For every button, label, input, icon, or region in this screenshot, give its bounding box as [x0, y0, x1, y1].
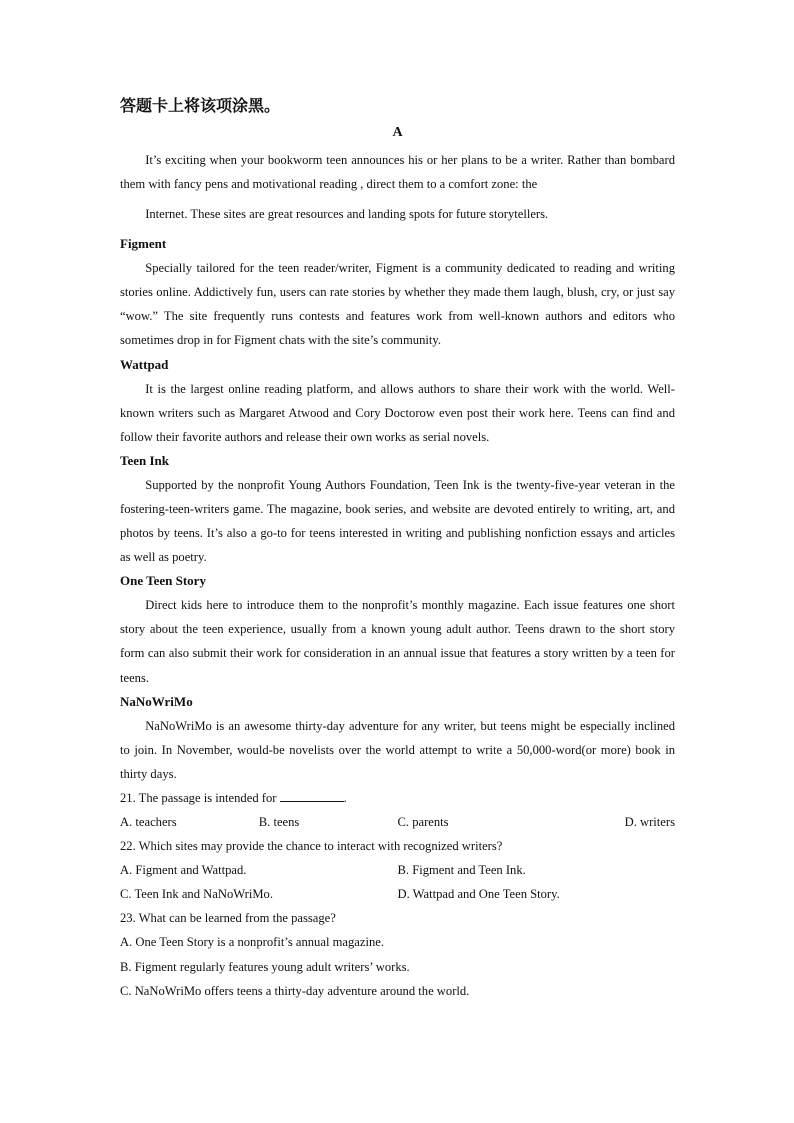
instruction-heading: 答题卡上将该项涂黑。 — [120, 96, 281, 115]
question-23-stem: 23. What can be learned from the passage? — [120, 911, 336, 926]
site-text-wattpad: It is the largest online reading platform, and allows authors to share their work with the world. Well-known writers such as Margaret Atwood and Cory Doctorow even post their work here. Teens can find and follow their favorite authors and release their own works as serial novels. — [120, 381, 675, 444]
option-23-c: C. NaNoWriMo offers teens a thirty-day adventure around the world. — [120, 983, 470, 998]
site-text-nanowrimo: NaNoWriMo is an awesome thirty-day adventure for any writer, but teens might be especially inclined to join. In November, would-be novelists over the world attempt to write a 50,000-word(or more) book in thirty days. — [120, 718, 675, 781]
site-text-figment: Specially tailored for the teen reader/writer, Figment is a community dedicated to reading and writing stories online. Addictively fun, users can rate stories by whether they made them laugh, blush, cry, or just say “wow.” The site frequently runs contests and features work from well-known authors and editors who sometimes drop in for Figment chats with the site’s community. — [120, 261, 675, 348]
question-21-options — [120, 810, 675, 834]
document-page — [120, 92, 675, 1003]
section-title: A — [392, 125, 403, 140]
question-22-options-row-1 — [120, 858, 675, 882]
site-name-wattpad: Wattpad — [120, 356, 169, 372]
option-23-b: B. Figment regularly features young adult writers’ works. — [120, 959, 410, 974]
option-21-d: D. writers — [624, 814, 675, 829]
site-name-nanowrimo: NaNoWriMo — [120, 693, 193, 709]
intro-paragraph — [120, 148, 675, 232]
question-21-stem: 21. The passage is intended for — [120, 790, 277, 805]
intro-line-2: Internet. These sites are great resources and landing spots for future storytellers. — [145, 207, 549, 222]
option-22-d: D. Wattpad and One Teen Story. — [397, 887, 560, 902]
site-text-one-teen-story: Direct kids here to introduce them to the nonprofit’s monthly magazine. Each issue features one short story about the teen experience, usually from a known young adult author. Teens drawn to the short story form can also submit their work for consideration in an annual issue that features a story written by a teen for teens. — [120, 598, 675, 685]
option-22-b: B. Figment and Teen Ink. — [397, 863, 526, 878]
option-21-a: A. teachers — [120, 814, 177, 829]
option-23-a: A. One Teen Story is a nonprofit’s annual magazine. — [120, 935, 384, 950]
option-21-c: C. parents — [397, 814, 449, 829]
answer-blank — [280, 791, 344, 802]
question-21 — [120, 786, 675, 810]
option-21-b: B. teens — [258, 814, 300, 829]
site-name-figment: Figment — [120, 236, 167, 252]
question-22-stem: 22. Which sites may provide the chance to interact with recognized writers? — [120, 839, 503, 854]
site-name-teen-ink: Teen Ink — [120, 452, 170, 468]
question-21-stem-end: . — [343, 790, 347, 805]
option-22-c: C. Teen Ink and NaNoWriMo. — [120, 887, 273, 902]
intro-line-1: It’s exciting when your bookworm teen announces his or her plans to be a writer. Rather than bombard them with fancy pens and motivational reading , direct them to a comfort zone: the — [120, 153, 675, 192]
option-22-a: A. Figment and Wattpad. — [120, 863, 247, 878]
question-22-options-row-2 — [120, 882, 675, 906]
site-name-one-teen-story: One Teen Story — [120, 573, 206, 589]
site-text-teen-ink: Supported by the nonprofit Young Authors Foundation, Teen Ink is the twenty-five-year veteran in the fostering-teen-writers game. The magazine, book series, and website are devoted entirely to writing, art, and photos by teens. It’s also a go-to for teens interested in writing and publishing nonfiction essays and articles as well as poetry. — [120, 477, 675, 565]
